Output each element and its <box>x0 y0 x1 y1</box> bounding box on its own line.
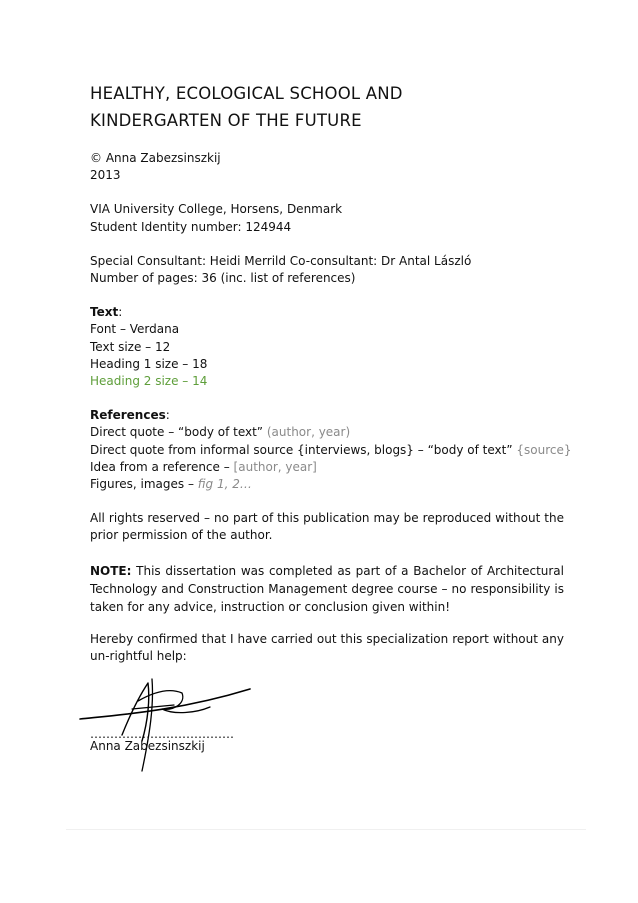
idea-source: [author, year] <box>233 459 317 474</box>
references-heading-label: References <box>90 408 166 423</box>
signature-dots: ……………………………… <box>90 727 234 741</box>
signature-stroke-b <box>142 679 153 771</box>
idea-line <box>90 459 564 476</box>
text-size-line: Text size – 12 <box>90 339 171 354</box>
author-block <box>90 150 564 184</box>
rights-paragraph: All rights reserved – no part of this publication may be reproduced without the prior permission of the author. <box>90 511 564 543</box>
direct-quote-text: Direct quote – “body of text” <box>90 425 267 440</box>
document-page <box>90 80 572 665</box>
heading2-size-line: Heading 2 size – 14 <box>90 374 208 389</box>
title-line-2: KINDERGARTEN OF THE FUTURE <box>90 111 362 130</box>
figures-source: fig 1, 2… <box>197 477 252 492</box>
text-spec-heading-label: Text <box>90 305 119 320</box>
signature-stroke-base <box>80 689 250 719</box>
year-line: 2013 <box>90 168 121 183</box>
text-spec-heading <box>90 304 564 321</box>
title-line-1: HEALTHY, ECOLOGICAL SCHOOL AND <box>90 84 403 103</box>
pages-line: Number of pages: 36 (inc. list of references) <box>90 271 356 286</box>
student-id-line: Student Identity number: 124944 <box>90 219 292 234</box>
references-block <box>90 407 572 493</box>
direct-quote-line <box>90 424 564 441</box>
informal-quote-source: {source} <box>516 442 572 457</box>
informal-quote-text: Direct quote from informal source {interviews, blogs} – “body of text” <box>90 442 517 457</box>
copyright-line: © Anna Zabezsinszkij <box>90 151 221 165</box>
references-colon: : <box>165 408 170 423</box>
figures-line <box>90 476 564 493</box>
footer-divider <box>66 829 586 830</box>
institution-block <box>90 201 564 235</box>
confirmation-paragraph: Hereby confirmed that I have carried out this specialization report without any un-rightful help: <box>90 631 564 663</box>
school-line: VIA University College, Horsens, Denmark <box>90 202 343 217</box>
signature-name: Anna Zabezsinszkij <box>90 739 205 753</box>
document-title <box>90 80 564 134</box>
text-spec-colon: : <box>118 305 123 320</box>
consultants-line: Special Consultant: Heidi Merrild Co-consultant: Dr Antal László <box>90 253 472 268</box>
signature-image <box>78 675 278 775</box>
note-text: This dissertation was completed as part of a Bachelor of Architectural Technology and Construction Management degree course – no responsibility is taken for any advice, instruction or conclusion given within! <box>90 563 564 614</box>
font-line: Font – Verdana <box>90 322 180 337</box>
text-spec-block <box>90 304 564 390</box>
idea-text: Idea from a reference – <box>90 459 234 474</box>
note-paragraph <box>90 562 564 616</box>
direct-quote-source: (author, year) <box>266 425 351 440</box>
note-label: NOTE: <box>90 563 132 578</box>
consultants-block <box>90 253 564 287</box>
references-heading <box>90 407 564 424</box>
heading1-size-line: Heading 1 size – 18 <box>90 356 208 371</box>
figures-text: Figures, images – <box>90 477 198 492</box>
informal-quote-line <box>90 442 572 459</box>
